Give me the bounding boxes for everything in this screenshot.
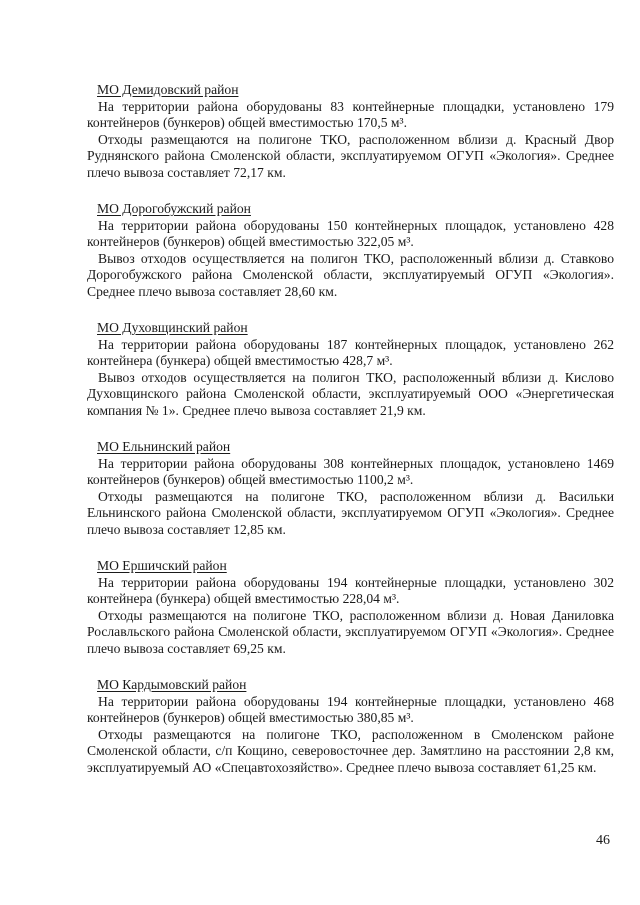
section-paragraph: Отходы размещаются на полигоне ТКО, расположенном вблизи д. Васильки Ельнинского района Смоленской области, эксплуатируемом ОГУП «Экология». Среднее плечо вывоза составляет 12,85 км.	[87, 488, 614, 537]
section-paragraph: Вывоз отходов осуществляется на полигон ТКО, расположенный вблизи д. Ставково Дорогобужского района Смоленской области, эксплуатируемый ОГУП «Экология». Среднее плечо вывоза составляет 28,60 км.	[87, 250, 614, 299]
section-paragraph: На территории района оборудованы 194 контейнерные площадки, установлено 302 контейнера (бункера) общей вместимостью 228,04 м³.	[87, 574, 614, 606]
document-body	[87, 82, 614, 796]
section-paragraph: Отходы размещаются на полигоне ТКО, расположенном вблизи д. Новая Даниловка Рославльского района Смоленской области, эксплуатируемом ОГУП «Экология». Среднее плечо вывоза составляет 69,25 км.	[87, 607, 614, 656]
district-section-ershichsky	[87, 558, 614, 657]
section-paragraph: На территории района оборудованы 308 контейнерных площадок, установлено 1469 контейнеров (бункеров) общей вместимостью 1100,2 м³.	[87, 455, 614, 487]
district-section-dorogobuzhsky	[87, 201, 614, 300]
section-heading: МО Кардымовский район	[97, 677, 247, 692]
section-paragraph: Вывоз отходов осуществляется на полигон ТКО, расположенный вблизи д. Кислово Духовщинского района Смоленской области, эксплуатируемый ООО «Энергетическая компания № 1». Среднее плечо вывоза составляет 21,9 км.	[87, 369, 614, 418]
section-paragraph: На территории района оборудованы 150 контейнерных площадок, установлено 428 контейнеров (бункеров) общей вместимостью 322,05 м³.	[87, 217, 614, 249]
page-number: 46	[596, 833, 610, 848]
district-section-kardymovsky	[87, 677, 614, 776]
section-paragraph: На территории района оборудованы 187 контейнерных площадок, установлено 262 контейнера (бункера) общей вместимостью 428,7 м³.	[87, 336, 614, 368]
district-section-dukhovshchinsky	[87, 320, 614, 419]
section-paragraph: Отходы размещаются на полигоне ТКО, расположенном в Смоленском районе Смоленской области, с/п Кощино, северовосточнее дер. Замятлино на расстоянии 2,8 км, эксплуатируемый АО «Спецавтохозяйство». Среднее плечо вывоза составляет 61,25 км.	[87, 726, 614, 775]
section-paragraph: На территории района оборудованы 83 контейнерные площадки, установлено 179 контейнеров (бункеров) общей вместимостью 170,5 м³.	[87, 98, 614, 130]
section-heading: МО Духовщинский район	[97, 320, 248, 335]
section-paragraph: На территории района оборудованы 194 контейнерные площадки, установлено 468 контейнеров (бункеров) общей вместимостью 380,85 м³.	[87, 693, 614, 725]
section-heading: МО Демидовский район	[97, 82, 239, 97]
section-heading: МО Дорогобужский район	[97, 201, 251, 216]
section-heading: МО Ельнинский район	[97, 439, 231, 454]
section-heading: МО Ершичский район	[97, 558, 227, 573]
district-section-demidovsky	[87, 82, 614, 181]
district-section-yelninsky	[87, 439, 614, 538]
section-paragraph: Отходы размещаются на полигоне ТКО, расположенном вблизи д. Красный Двор Руднянского района Смоленской области, эксплуатируемом ОГУП «Экология». Среднее плечо вывоза составляет 72,17 км.	[87, 131, 614, 180]
